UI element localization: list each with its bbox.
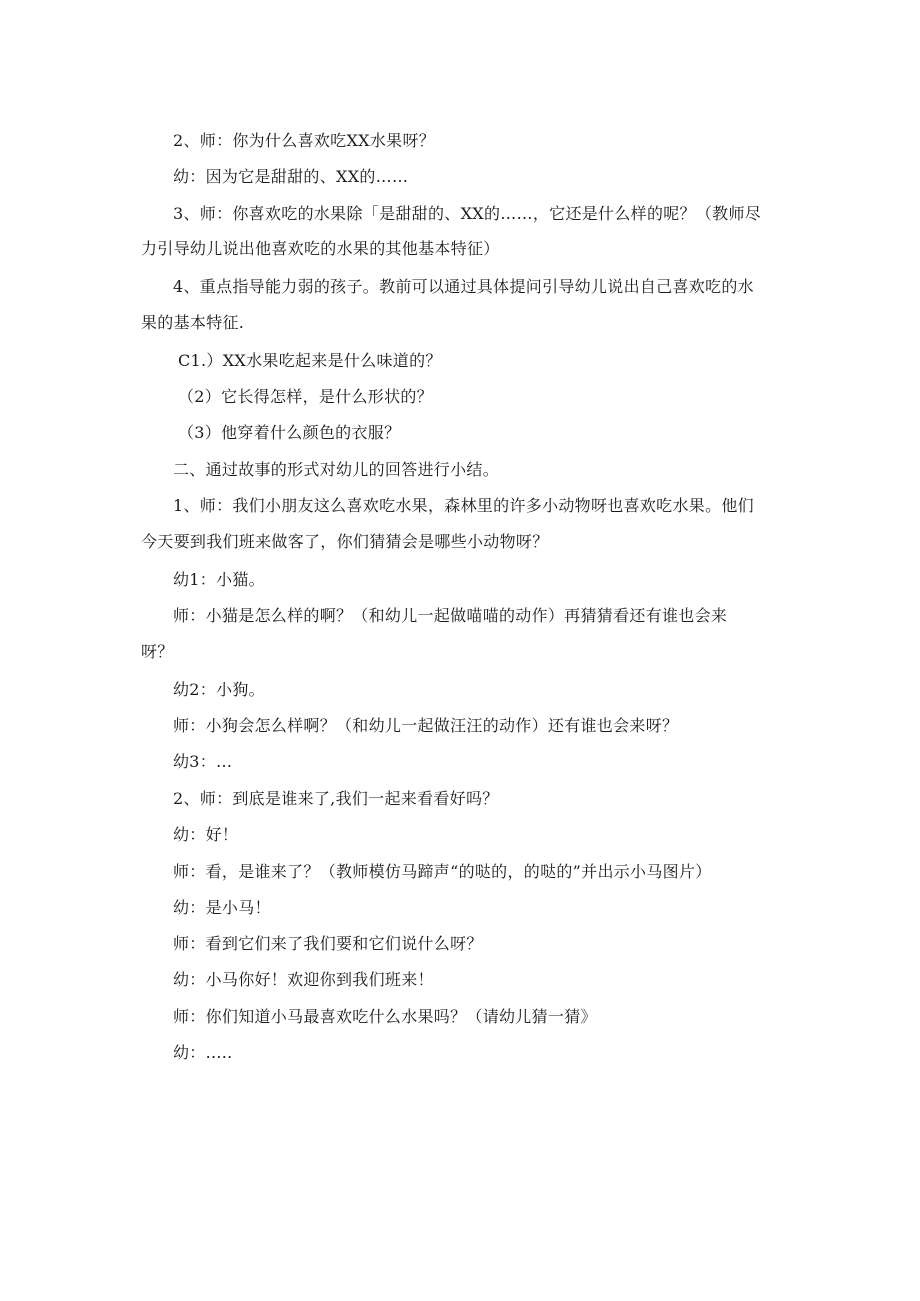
line-child-horse: 幼：是小马！: [173, 898, 271, 917]
line-section-two-heading: 二、通过故事的形式对幼儿的回答进行小结。: [173, 460, 500, 479]
line-child-final: 幼：.....: [173, 1043, 233, 1062]
line-teacher-horse-sound: 师：看，是谁来了？（教师模仿马蹄声“的哒的，的哒的”并出示小马图片）: [173, 862, 712, 881]
line-child-ok: 幼：好！: [173, 825, 239, 844]
line-child-1: 幼1：小猫。: [173, 570, 265, 589]
line-q2-teacher: 2、师：你为什么喜欢吃XX水果呀？: [173, 131, 436, 150]
line-story-2-teacher: 2、师：到底是谁来了,我们一起来看看好吗？: [173, 789, 499, 808]
line-teacher-greeting-question: 师：看到它们来了我们要和它们说什么呀？: [173, 934, 483, 953]
line-child-greeting: 幼：小马你好！欢迎你到我们班来！: [173, 970, 434, 989]
line-teacher-cat: 师：小猫是怎么样的啊？（和幼儿一起做喵喵的动作）再猜猜看还有谁也会来: [173, 606, 728, 625]
line-child-3: 幼3：...: [173, 752, 233, 771]
line-sub-question-2: （2）它长得怎样，是什么形状的？: [178, 387, 433, 406]
line-q3-teacher: 3、师：你喜欢吃的水果除「是甜甜的、XX的……，它还是什么样的呢？（教师尽: [173, 204, 762, 223]
line-story-1-teacher: 1、师：我们小朋友这么喜欢吃水果，森林里的许多小动物呀也喜欢吃水果。他们: [173, 496, 754, 515]
line-sub-question-1: C1.）XX水果吃起来是什么味道的？: [178, 351, 442, 370]
line-teacher-cat-continued: 呀？: [141, 642, 174, 661]
line-q3-continued: 力引导幼儿说出他喜欢吃的水果的其他基本特征）: [141, 239, 500, 258]
line-q4-guidance: 4、重点指导能力弱的孩子。教前可以通过具体提问引导幼儿说出自己喜欢吃的水: [173, 277, 754, 296]
line-q4-continued: 果的基本特征.: [141, 313, 245, 332]
line-story-1-continued: 今天要到我们班来做客了，你们猜猜会是哪些小动物呀？: [141, 532, 549, 551]
line-teacher-dog: 师：小狗会怎么样啊？（和幼儿一起做汪汪的动作）还有谁也会来呀？: [173, 716, 679, 735]
line-teacher-fruit-question: 师：你们知道小马最喜欢吃什么水果吗？（请幼儿猜一猜》: [173, 1007, 597, 1026]
line-sub-question-3: （3）他穿着什么颜色的衣服？: [178, 423, 401, 442]
line-child-2: 幼2：小狗。: [173, 680, 265, 699]
line-q2-child: 幼：因为它是甜甜的、XX的……: [173, 167, 409, 186]
